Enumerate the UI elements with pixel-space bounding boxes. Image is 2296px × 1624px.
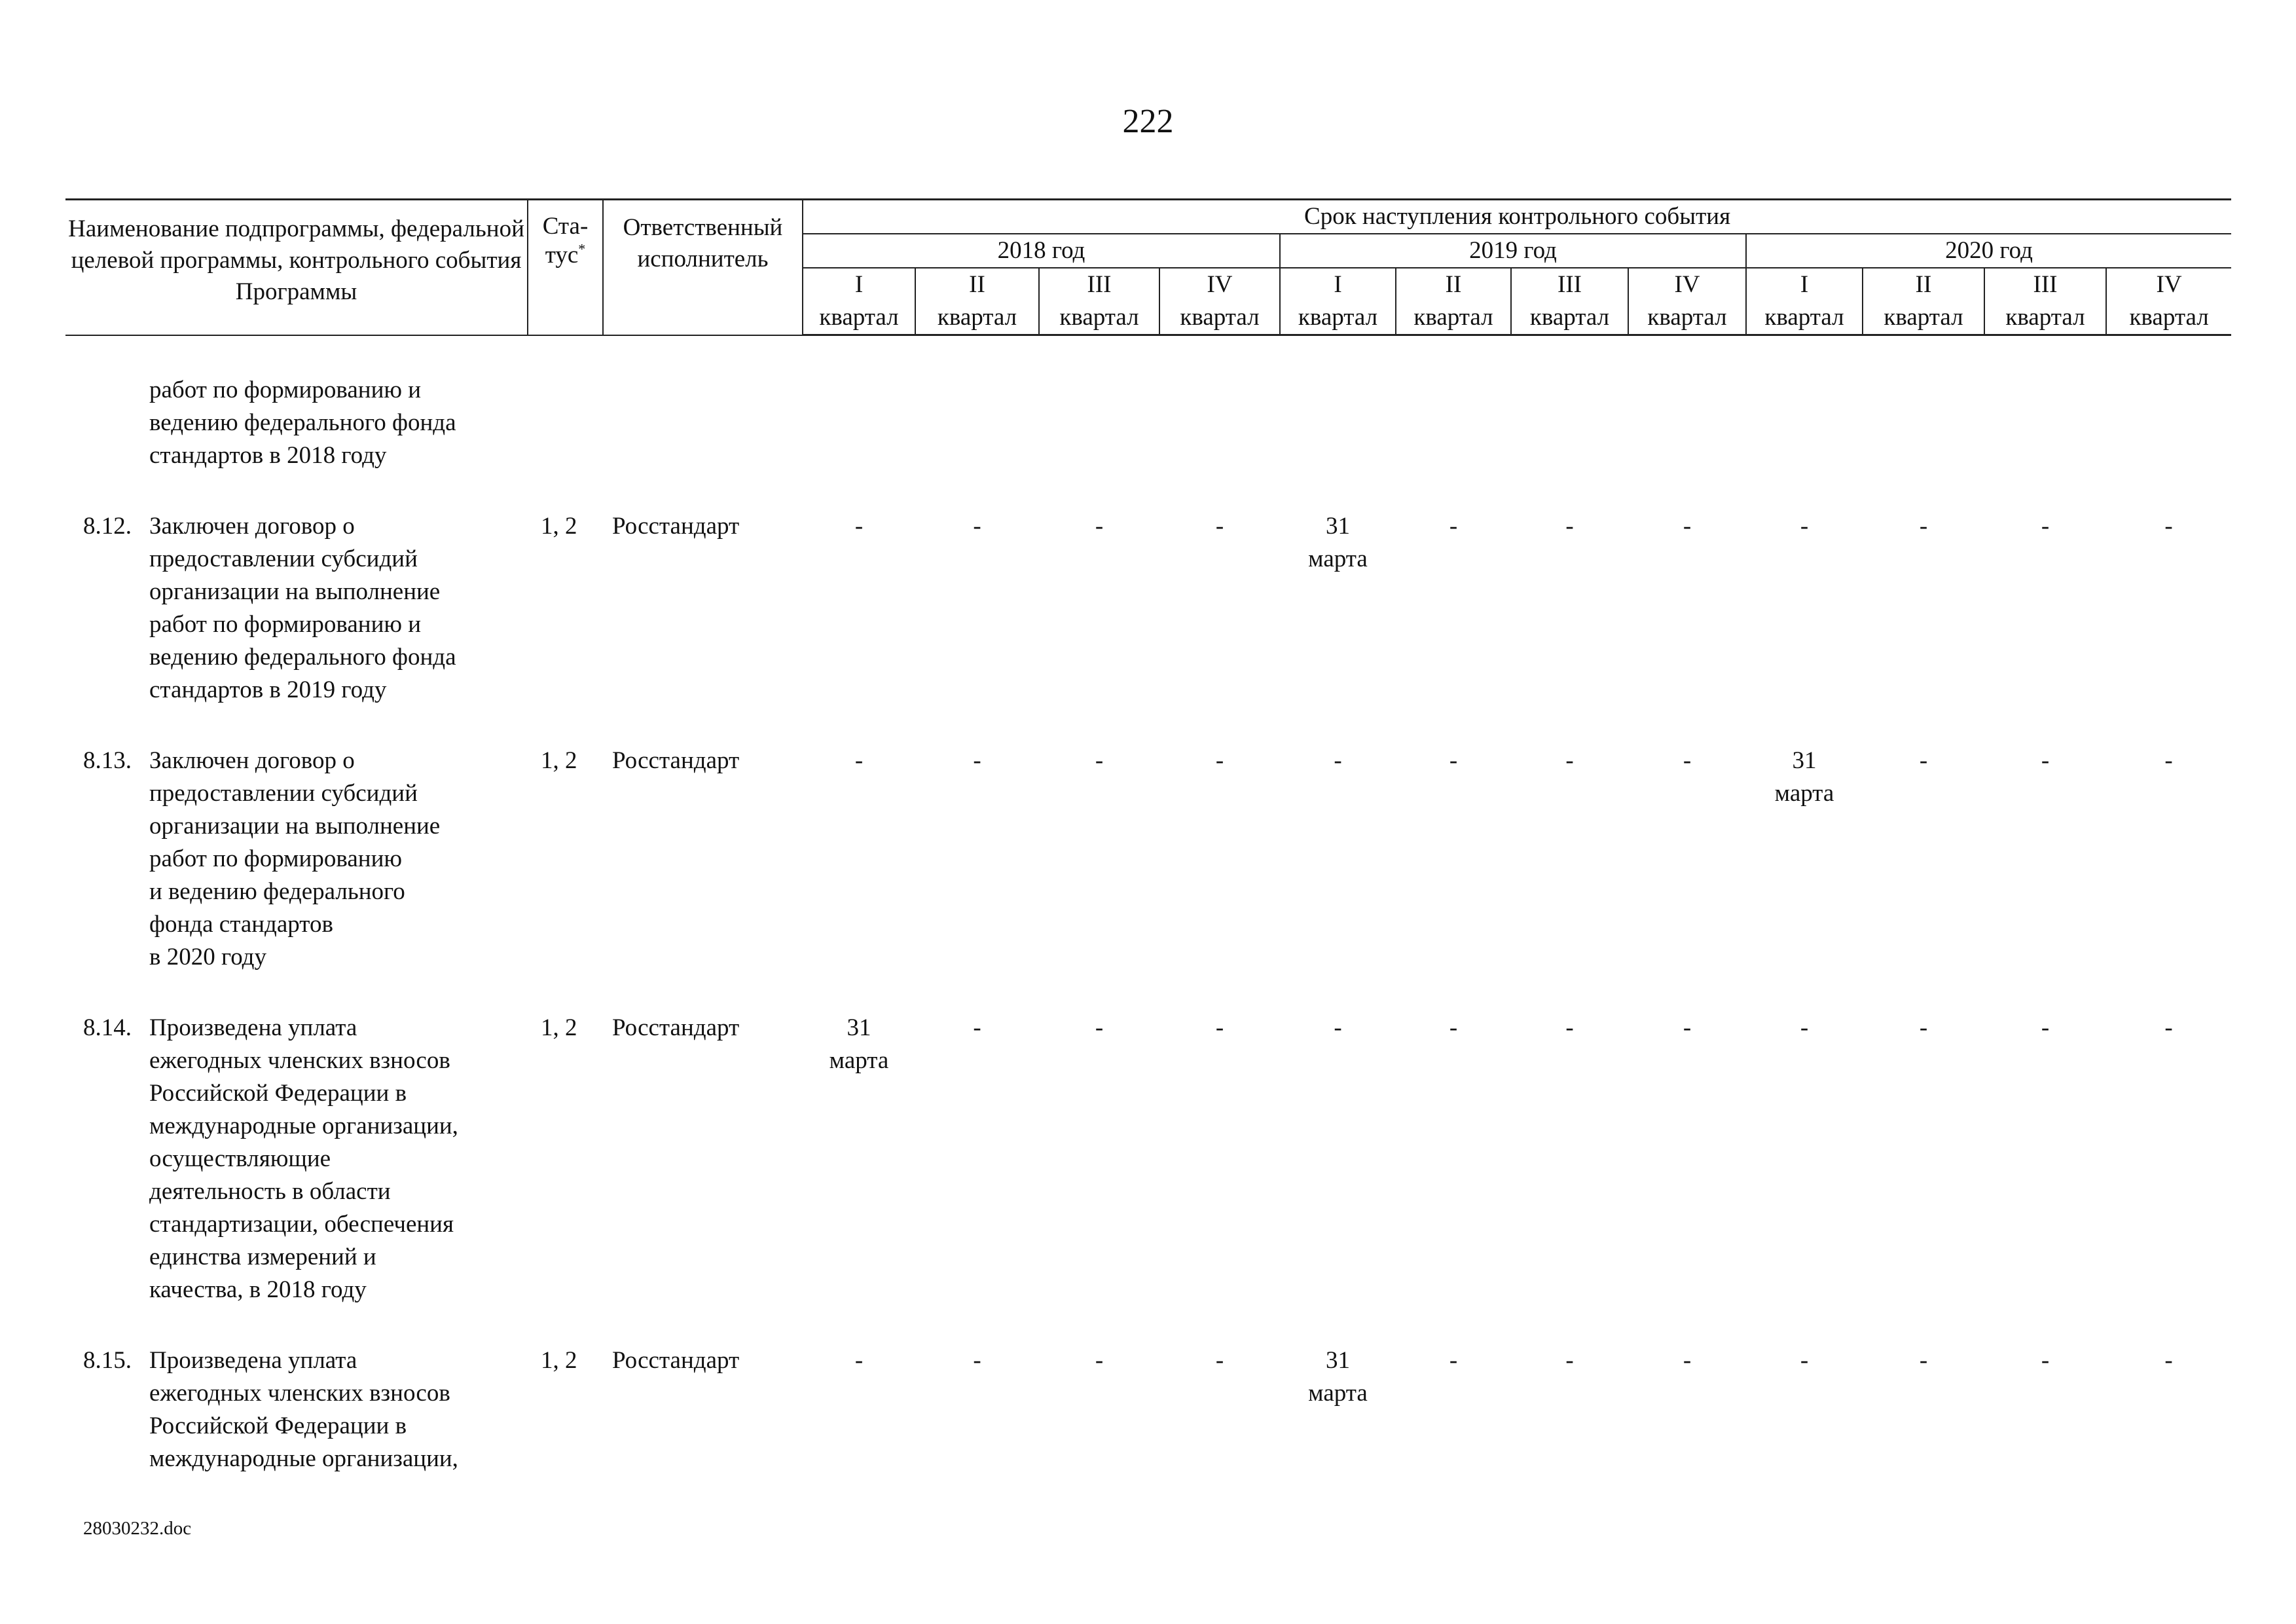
header-quarter-numeral: II [1396,268,1511,301]
quarter-cell [1280,374,1396,472]
header-quarter-numeral: I [1280,268,1396,301]
quarter-cell: - [973,513,981,540]
header-name-column: Наименование подпрограммы, федеральной целевой программы, контрольного события Программы [65,200,528,335]
quarter-cell: - [1565,747,1574,774]
table-row [65,1012,2231,1306]
quarter-cell [2106,374,2231,472]
quarter-cell: - [1095,747,1104,774]
quarter-cell: - [1215,1347,1224,1374]
document-id: 28030232.doc [83,1518,192,1539]
quarter-cell: - [1565,1347,1574,1374]
quarter-cell: - [1095,1347,1104,1374]
control-events-table [65,198,2231,1475]
quarter-cell: - [2164,747,2173,774]
quarter-cell: - [1683,747,1692,774]
quarter-cell [803,374,915,472]
quarter-cell: - [1800,1014,1809,1041]
page-number: 222 [1122,103,1174,140]
event-number: 8.15. [83,1347,132,1374]
quarter-cell: - [1683,1014,1692,1041]
quarter-cell: - [1095,513,1104,540]
row-spacer [65,472,2231,510]
quarter-cell: 31 марта [1308,1347,1368,1407]
event-name: Заключен договор о предоставлении субсидий организации на выполнение работ по формированию и ведению федерального фонда стандартов в 2019 году [149,513,456,703]
header-quarter-word: квартал [1746,301,1863,335]
header-quarter-numeral: IV [2106,268,2231,301]
header-quarter-word: квартал [1039,301,1159,335]
quarter-cell: - [2041,1347,2050,1374]
quarter-cell: - [973,747,981,774]
header-quarter-numeral: IV [1159,268,1280,301]
quarter-cell [1039,374,1159,472]
header-quarter-numeral: I [1746,268,1863,301]
row-spacer [65,707,2231,745]
event-number: 8.14. [83,1014,132,1041]
header-quarter-numeral: II [1863,268,1984,301]
header-quarter-word: квартал [1280,301,1396,335]
quarter-cell: - [1449,1347,1458,1374]
header-quarter-word: квартал [1863,301,1984,335]
header-quarter-word: квартал [1159,301,1280,335]
quarter-cell [1396,374,1511,472]
event-number: 8.12. [83,513,132,540]
quarter-cell [1511,374,1628,472]
header-status-footnote-mark: * [578,240,586,257]
header-year: 2019 год [1280,234,1746,268]
quarter-cell: - [854,513,864,540]
header-deadline-group: Срок наступления контрольного события [803,200,2231,234]
quarter-cell: 31 марта [1774,747,1834,807]
event-responsible [603,374,803,472]
quarter-cell [1863,374,1984,472]
quarter-cell: - [1683,513,1692,540]
row-spacer-cell [65,707,2231,745]
event-name: работ по формированию и ведению федерального фонда стандартов в 2018 году [149,377,456,469]
row-spacer-cell [65,472,2231,510]
event-status [528,374,603,472]
quarter-cell: - [2164,1347,2173,1374]
header-year: 2020 год [1746,234,2231,268]
event-status: 1, 2 [541,747,577,774]
header-status-text: Ста-тус [542,213,589,268]
quarter-cell: - [1334,747,1342,774]
quarter-cell: - [854,1347,864,1374]
quarter-cell: 31 марта [1308,513,1368,572]
quarter-cell: 31 марта [829,1014,889,1074]
header-quarter-numeral: III [1511,268,1628,301]
header-quarter-word: квартал [1984,301,2106,335]
header-quarter-word: квартал [2106,301,2231,335]
quarter-cell: - [1565,1014,1574,1041]
quarter-cell: - [1449,1014,1458,1041]
row-spacer [65,1306,2231,1344]
event-name: Заключен договор о предоставлении субсидий организации на выполнение работ по формированию и ведению федерального фонда стандартов в 2020 году [149,747,441,970]
quarter-cell: - [2041,513,2050,540]
quarter-cell [1984,374,2106,472]
header-quarter-word: квартал [915,301,1039,335]
quarter-cell: - [2164,1014,2173,1041]
quarter-cell: - [854,747,864,774]
quarter-cell: - [1334,1014,1342,1041]
row-spacer [65,335,2231,375]
table-row [65,1344,2231,1475]
event-number [65,374,149,472]
quarter-cell: - [1919,1347,1928,1374]
header-quarter-numeral: III [1984,268,2106,301]
quarter-cell: - [1800,513,1809,540]
row-spacer [65,974,2231,1012]
event-responsible: Росстандарт [612,513,740,540]
quarter-cell: - [1683,1347,1692,1374]
quarter-cell [1628,374,1746,472]
quarter-cell: - [1800,1347,1809,1374]
quarter-cell: - [973,1014,981,1041]
event-responsible: Росстандарт [612,1347,740,1374]
quarter-cell: - [1095,1014,1104,1041]
quarter-cell: - [2041,747,2050,774]
quarter-cell: - [1449,513,1458,540]
quarter-cell: - [1215,1014,1224,1041]
quarter-cell: - [1215,513,1224,540]
quarter-cell: - [2164,513,2173,540]
row-spacer-cell [65,1306,2231,1344]
event-status: 1, 2 [541,1347,577,1374]
header-quarter-numeral: IV [1628,268,1746,301]
quarter-cell: - [1919,1014,1928,1041]
event-status: 1, 2 [541,1014,577,1041]
header-quarter-numeral: III [1039,268,1159,301]
row-spacer-cell [65,335,2231,375]
quarter-cell: - [1449,747,1458,774]
table-row [65,510,2231,707]
row-spacer-cell [65,974,2231,1012]
quarter-cell [915,374,1039,472]
header-quarter-numeral: I [803,268,915,301]
header-year: 2018 год [803,234,1280,268]
header-status-column [528,200,603,335]
quarter-cell: - [1919,513,1928,540]
header-quarter-word: квартал [803,301,915,335]
table-row [65,374,2231,472]
event-responsible: Росстандарт [612,1014,740,1041]
header-responsible-column: Ответственный исполнитель [603,200,803,335]
quarter-cell: - [1565,513,1574,540]
header-quarter-word: квартал [1628,301,1746,335]
event-name: Произведена уплата ежегодных членских взносов Российской Федерации в международные организации, [149,1347,458,1472]
quarter-cell: - [973,1347,981,1374]
header-quarter-numeral: II [915,268,1039,301]
quarter-cell: - [2041,1014,2050,1041]
event-name: Произведена уплата ежегодных членских взносов Российской Федерации в международные организации, осуществляющие деятельность в области стандартизации, обеспечения единства измерений и качества, в 2018 году [149,1014,458,1303]
header-quarter-word: квартал [1396,301,1511,335]
header-quarter-word: квартал [1511,301,1628,335]
event-number: 8.13. [83,747,132,774]
quarter-cell [1159,374,1280,472]
event-status: 1, 2 [541,513,577,540]
event-responsible: Росстандарт [612,747,740,774]
quarter-cell: - [1919,747,1928,774]
quarter-cell: - [1215,747,1224,774]
quarter-cell [1746,374,1863,472]
table-row [65,745,2231,974]
